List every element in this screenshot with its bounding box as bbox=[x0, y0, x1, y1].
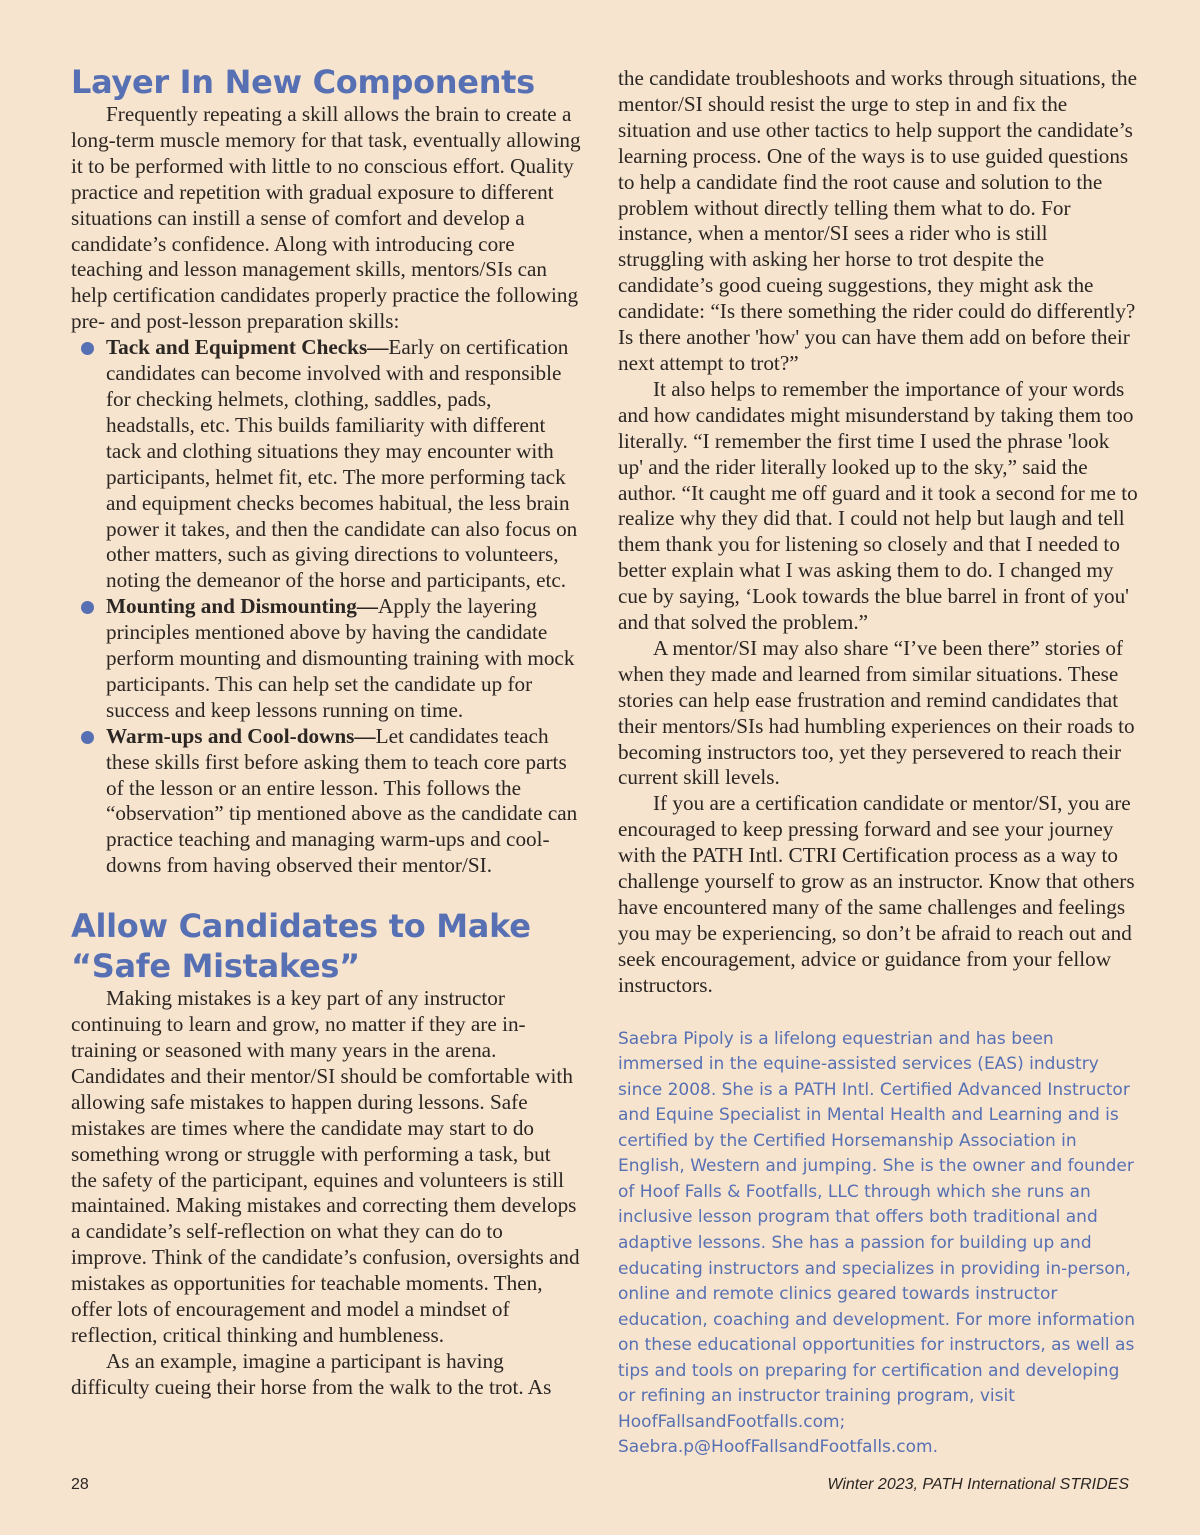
list-item bbox=[71, 724, 581, 879]
paragraph-stories: A mentor/SI may also share “I’ve been there” stories of when they made and learned from similar situations. These stories can help ease frustration and remind candidates that their mentors/SIs had humbling experiences on their roads to becoming instructors too, yet they persevered to reach their current skill levels. bbox=[618, 635, 1135, 790]
paragraph-mistakes: Making mistakes is a key part of any instructor continuing to learn and grow, no matter if they are in-training or seasoned with many years in the arena. Candidates and their mentor/SI should be comfortable with allowing safe mistakes to happen during lessons. Safe mistakes are times where the candidate may start to do something wrong or struggle with performing a task, but the safety of the participant, equines and volunteers is still maintained. Making mistakes and correcting them develops a candidate’s self-reflection on what they can do to improve. Think of the candidate’s confusion, oversights and mistakes as opportunities for teachable moments. Then, offer lots of encouragement and model a mindset of reflection, critical thinking and humbleness. bbox=[71, 986, 580, 1347]
paragraph-continuation: the candidate troubleshoots and works through situations, the mentor/SI should resist the urge to step in and fix the situation and use other tactics to help support the candidate’s learning process. One of the ways is to use guided questions to help a candidate find the root cause and solution to the problem without directly telling them what to do. For instance, when a mentor/SI sees a rider who is still struggling with asking her horse to trot despite the candidate’s good cueing suggestions, they might ask the candidate: “Is there something the rider could do differently? Is there another 'how' you can have them add on before their next attempt to trot?” bbox=[618, 66, 1138, 375]
left-column bbox=[71, 62, 581, 1401]
bullet-icon bbox=[81, 342, 94, 355]
author-bio: Saebra Pipoly is a lifelong equestrian and has been immersed in the equine-assisted services (EAS) industry since 2008. She is a PATH Intl. Certified Advanced Instructor and Equine Specialist in Mental Health and Learning and is certified by the Certified Horsemanship Association in English, Western and jumping. She is the owner and founder of Hoof Falls & Footfalls, LLC through which she runs an inclusive lesson program that offers both traditional and adaptive lessons. She has a passion for building up and educating instructors and specializes in providing in-person, online and remote clinics geared towards instructor education, coaching and development. For more information on these educational opportunities for instructors, as well as tips and tools on preparing for certification and developing or refining an instructor training program, visit HoofFallsandFootfalls.com; Saebra.p@HoofFallsandFootfalls.com. bbox=[618, 1028, 1135, 1458]
list-item-title: Warm-ups and Cool-downs— bbox=[106, 723, 376, 748]
bullet-icon bbox=[81, 601, 94, 614]
list-item-title: Mounting and Dismounting— bbox=[106, 594, 378, 619]
list-item bbox=[71, 594, 581, 724]
list-item-text: Let candidates teach these skills first before asking them to teach core parts of the lesson or an entire lesson. This follows the “observation” tip mentioned above as the candidate can practice teaching and managing warm-ups and cool-downs from having observed their mentor/SI. bbox=[106, 723, 578, 878]
bullet-list bbox=[71, 335, 581, 879]
list-item-title: Tack and Equipment Checks— bbox=[106, 335, 389, 360]
publication-title: Winter 2023, PATH International STRIDES bbox=[827, 1476, 1129, 1493]
bullet-icon bbox=[81, 731, 94, 744]
paragraph-words: It also helps to remember the importance of your words and how candidates might misunderstand by taking them too literally. “I remember the first time I used the phrase 'look up' and the rider literally looked up to the sky,” said the author. “It caught me off guard and it took a second for me to realize why they did that. I could not help but laugh and tell them thank you for listening so closely and that I needed to better explain what I was asking them to do. I changed my cue by saying, ‘Look towards the blue barrel in front of you' and that solved the problem.” bbox=[618, 376, 1138, 635]
list-item bbox=[71, 335, 581, 594]
paragraph-encouragement: If you are a certification candidate or mentor/SI, you are encouraged to keep pressing forward and see your journey with the PATH Intl. CTRI Certification process as a way to challenge yourself to grow as an instructor. Know that others have encountered many of the same challenges and feelings you may be experiencing, so don’t be afraid to reach out and seek encouragement, advice or guidance from your fellow instructors. bbox=[618, 791, 1135, 997]
paragraph-example: As an example, imagine a participant is having difficulty cueing their horse from the walk to the trot. As bbox=[71, 1348, 552, 1399]
right-column bbox=[618, 66, 1138, 1461]
list-item-text: Apply the layering principles mentioned above by having the candidate perform mounting and dismounting training with mock participants. This can help set the candidate up for success and keep lessons running on time. bbox=[106, 594, 575, 722]
page-number: 28 bbox=[71, 1476, 89, 1493]
paragraph-intro: Frequently repeating a skill allows the brain to create a long-term muscle memory for that task, eventually allowing it to be performed with little to no conscious effort. Quality practice and repetition with gradual exposure to different situations can instill a sense of comfort and develop a candidate’s confidence. Along with introducing core teaching and lesson management skills, mentors/SIs can help certification candidates properly practice the following pre- and post-lesson preparation skills: bbox=[71, 102, 581, 334]
list-item-text: Early on certification candidates can become involved with and responsible for checking helmets, clothing, saddles, pads, headstalls, etc. This builds familiarity with different tack and clothing situations they may encounter with participants, helmet fit, etc. The more performing tack and equipment checks becomes habitual, the less brain power it takes, and then the candidate can also focus on other matters, such as giving directions to volunteers, noting the demeanor of the horse and participants, etc. bbox=[106, 335, 578, 593]
section-heading-safe-mistakes: Allow Candidates to Make “Safe Mistakes” bbox=[71, 907, 531, 986]
section-heading-layer-components: Layer In New Components bbox=[71, 63, 535, 101]
